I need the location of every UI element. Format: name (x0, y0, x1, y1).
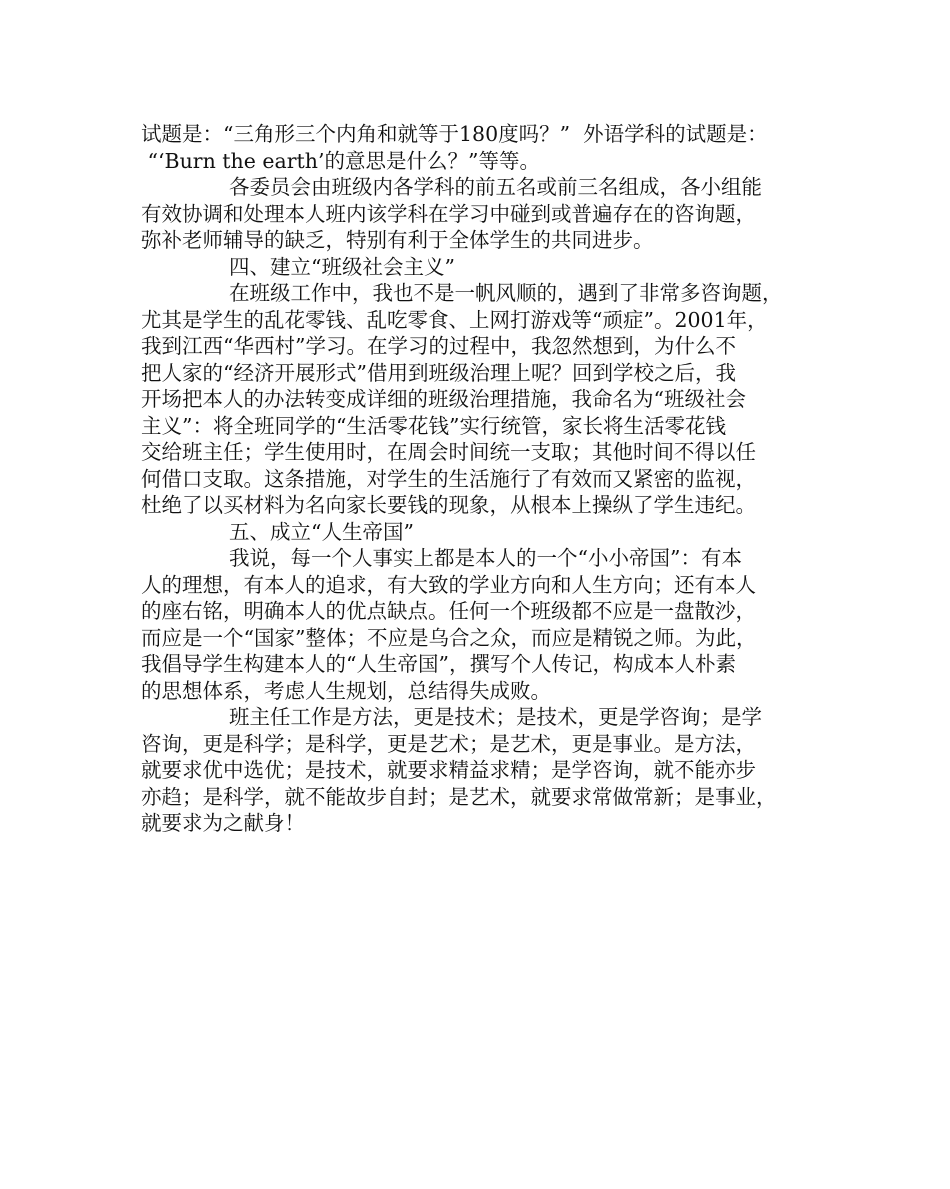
text-line: 人的理想，有本人的追求，有大致的学业方向和人生方向；还有本人 (141, 572, 756, 597)
text-line: 班主任工作是方法，更是技术；是技术，更是学咨询；是学 (229, 705, 762, 729)
text-line: 的思想体系，考虑人生规划，总结得失成败。 (141, 678, 551, 703)
text-line: 试题是：“三角形三个内角和就等于180度吗？” 外语学科的试题是： (141, 122, 768, 146)
text-line: 我到江西“华西村”学习。在学习的过程中，我忽然想到，为什么不 (141, 334, 736, 358)
text-line: 尤其是学生的乱花零钱、乱吃零食、上网打游戏等“顽症”。2001年， (141, 307, 768, 332)
text-line: 就要求为之献身！ (141, 811, 305, 835)
text-line: 何借口支取。这条措施，对学生的生活施行了有效而又紧密的监视， (141, 466, 756, 491)
text-line: 我说，每一个人事实上都是本人的一个“小小帝国”：有本 (229, 546, 742, 570)
text-line: 的座右铭，明确本人的优点缺点。任何一个班级都不应是一盘散沙， (141, 599, 756, 623)
text-line: 各委员会由班级内各学科的前五名或前三名组成，各小组能 (229, 175, 762, 199)
text-line: 就要求优中选优；是技术，就要求精益求精；是学咨询，就不能亦步 (141, 758, 756, 782)
text-line: 四、建立“班级社会主义” (229, 254, 455, 279)
text-line: 把人家的“经济开展形式”借用到班级治理上呢？回到学校之后，我 (141, 360, 736, 385)
text-line: 在班级工作中，我也不是一帆风顺的，遇到了非常多咨询题， (229, 281, 783, 305)
text-line: 主义”：将全班同学的“生活零花钱”实行统管，家长将生活零花钱 (141, 413, 726, 438)
document-body (141, 121, 821, 837)
text-line: “‘Burn the earth’的意思是什么？”等等。 (141, 148, 540, 173)
text-line: 杜绝了以买材料为名向家长要钱的现象，从根本上操纵了学生违纪。 (141, 493, 756, 517)
text-line: 五、成立“人生帝国” (229, 519, 414, 544)
text-line: 交给班主任；学生使用时，在周会时间统一支取；其他时间不得以任 (141, 440, 756, 464)
text-line: 亦趋；是科学，就不能故步自封；是艺术，就要求常做常新；是事业， (141, 784, 777, 809)
text-line: 而应是一个“国家”整体；不应是乌合之众，而应是精锐之师。为此， (141, 625, 757, 650)
text-line: 我倡导学生构建本人的“人生帝国”，撰写个人传记，构成本人朴素 (141, 652, 736, 676)
text-line: 咨询，更是科学；是科学，更是艺术；是艺术，更是事业。是方法， (141, 731, 756, 756)
text-line: 开场把本人的办法转变成详细的班级治理措施，我命名为“班级社会 (141, 387, 746, 411)
text-line: 有效协调和处理本人班内该学科在学习中碰到或普遍存在的咨询题， (141, 201, 756, 226)
text-line: 弥补老师辅导的缺乏，特别有利于全体学生的共同进步。 (141, 228, 654, 252)
